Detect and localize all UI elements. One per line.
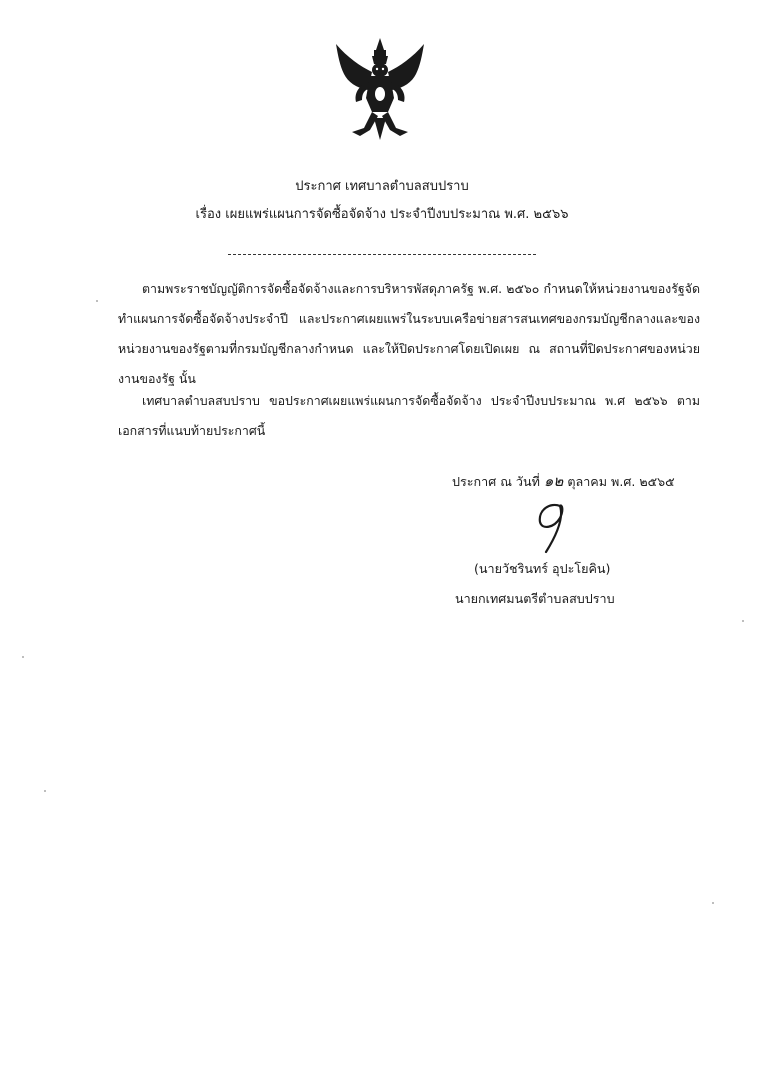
scan-speck bbox=[742, 620, 744, 622]
garuda-emblem-icon bbox=[330, 36, 430, 146]
scan-speck bbox=[712, 902, 714, 904]
announcement-subject: เรื่อง เผยแพร่แผนการจัดซื้อจัดจ้าง ประจำปีงบประมาณ พ.ศ. ๒๕๖๖ bbox=[195, 207, 569, 222]
scan-speck bbox=[96, 300, 98, 302]
handwritten-signature bbox=[520, 500, 580, 558]
announcement-date bbox=[452, 472, 675, 491]
scan-speck bbox=[44, 790, 46, 792]
heading-divider bbox=[228, 254, 536, 255]
scan-speck bbox=[22, 656, 24, 658]
announcement-heading: ประกาศ เทศบาลตำบลสบปราบ bbox=[295, 179, 469, 194]
signer-title: นายกเทศมนตรีตำบลสบปราบ bbox=[455, 591, 615, 606]
body-paragraph-1: ตามพระราชบัญญัติการจัดซื้อจัดจ้างและการบริหารพัสดุภาครัฐ พ.ศ. ๒๕๖๐ กำหนดให้หน่วยงานของรัฐจัดทำแผนการจัดซื้อจัดจ้างประจำปี และประกาศเผยแพร่ในระบบเครือข่ายสารสนเทศของกรมบัญชีกลางและของหน่วยงานของรัฐตามที่กรมบัญชีกลางกำหนด และให้ปิดประกาศโดยเปิดเผย ณ สถานที่ปิดประกาศของหน่วยงานของรัฐ นั้น bbox=[118, 281, 700, 386]
body-paragraph-2: เทศบาลตำบลสบปราบ ขอประกาศเผยแพร่แผนการจัดซื้อจัดจ้าง ประจำปีงบประมาณ พ.ศ ๒๕๖๖ ตามเอกสารที่แนบท้ายประกาศนี้ bbox=[118, 393, 700, 438]
date-prefix: ประกาศ ณ วันที่ bbox=[452, 474, 540, 489]
date-day: ๑๒ bbox=[543, 472, 564, 490]
date-suffix: ตุลาคม พ.ศ. ๒๕๖๕ bbox=[567, 474, 675, 489]
signer-name: (นายวัชรินทร์ อุปะโยคิน) bbox=[474, 561, 611, 576]
